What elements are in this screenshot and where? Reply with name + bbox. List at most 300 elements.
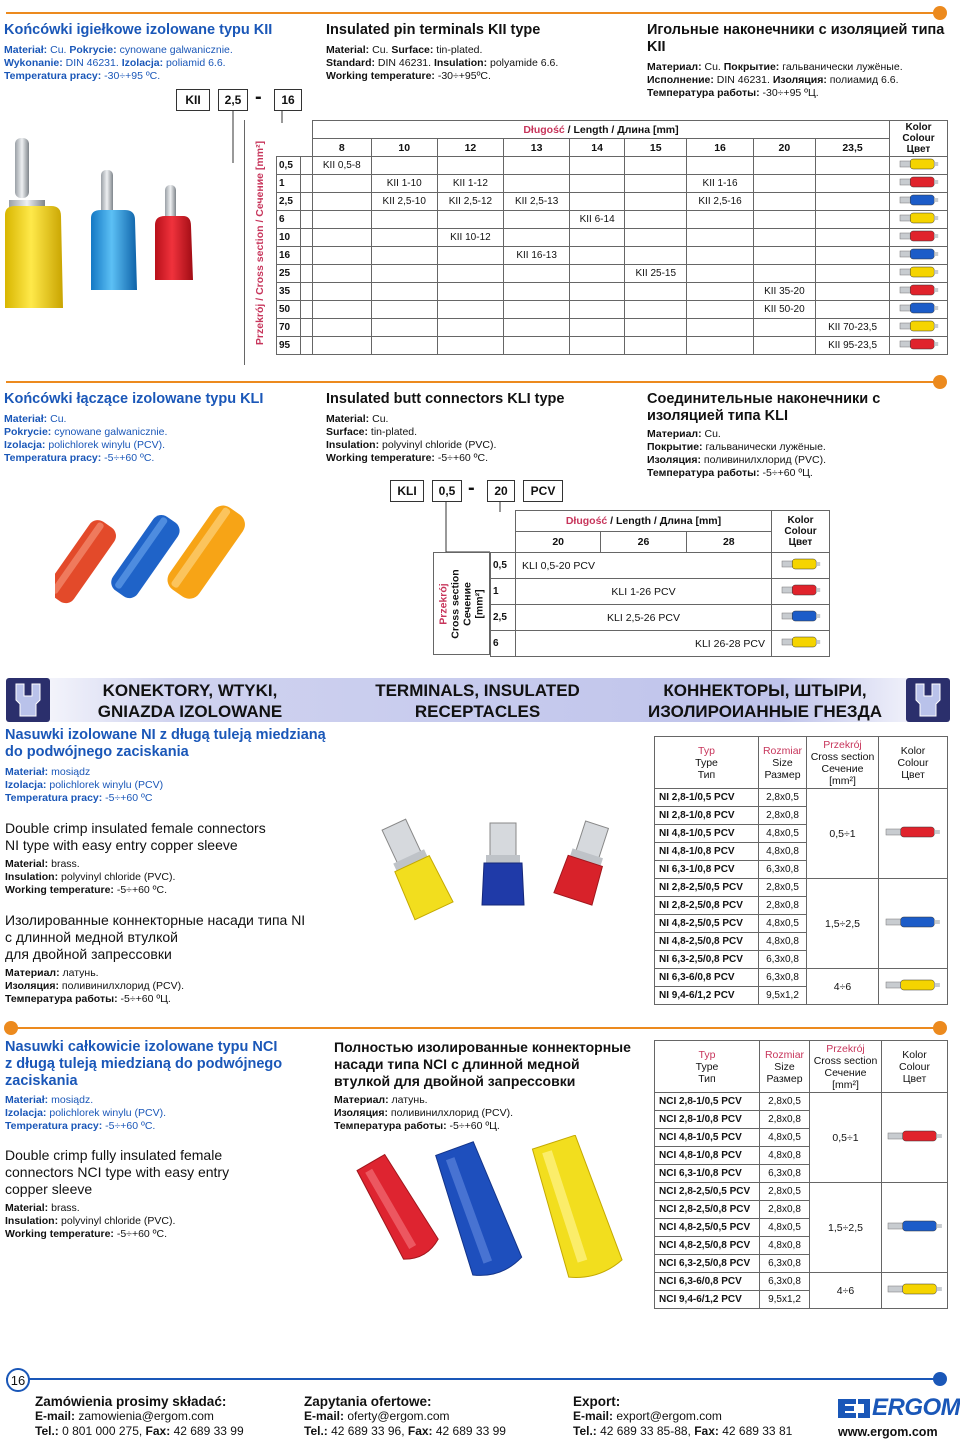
- kii-product-cell: [625, 157, 687, 175]
- kii-length-col: 10: [371, 139, 437, 157]
- kii-product-cell: [371, 319, 437, 337]
- kii-product-cell: [816, 193, 890, 211]
- kli-section-cell: 2,5: [491, 605, 516, 631]
- ni-type-cell: NI 2,8-1/0,8 PCV: [655, 807, 759, 825]
- kii-product-cell: KII 35-20: [753, 283, 815, 301]
- kii-product-cell: [816, 301, 890, 319]
- kii-product-cell: [371, 265, 437, 283]
- nci-pl-line3: Temperatura pracy: -5÷+60 ºC.: [5, 1120, 156, 1132]
- kli-pl-line2: Pokrycie: cynowane galwanicznie.: [4, 426, 168, 438]
- ni-table-row: [655, 789, 948, 807]
- ni-head-colour: Kolor Colour Цвет: [879, 737, 948, 789]
- kli-product-cell: KLI 26-28 PCV: [516, 631, 772, 657]
- kli-table-row: [491, 605, 830, 631]
- banner-ru: КОННЕКТОРЫ, ШТЫРИ, ИЗОЛИРОИАННЫЕ ГНЕЗДА: [648, 681, 882, 721]
- nci-size-cell: 2,8x0,5: [760, 1093, 810, 1111]
- kii-section-cell: 16: [277, 247, 301, 265]
- ni-type-cell: NI 9,4-6/1,2 PCV: [655, 987, 759, 1005]
- ni-pl-line3: Temperatura pracy: -5÷+60 ºC: [5, 792, 153, 804]
- ni-cross-cell: 1,5÷2,5: [807, 879, 879, 969]
- kii-product-cell: [371, 301, 437, 319]
- kii-product-cell: [437, 319, 503, 337]
- kii-pl-title: Końcówki igiełkowe izolowane typu KII: [4, 22, 273, 38]
- kii-en-line3: Working temperature: -30÷+95ºC.: [326, 70, 491, 82]
- kii-product-cell: KII 1-16: [687, 175, 753, 193]
- ni-size-cell: 2,8x0,8: [759, 897, 807, 915]
- ni-en-title: Double crimp insulated female connectors NI type with easy entry copper sleeve: [5, 820, 266, 853]
- kii-pl-line3: Temperatura pracy: -30÷+95 ºC.: [4, 70, 161, 82]
- ni-size-cell: 6,3x0,8: [759, 951, 807, 969]
- red-terminal-swatch: [899, 337, 939, 351]
- ni-en-line3: Working temperature: -5÷+60 ºC.: [5, 884, 168, 896]
- kii-product-cell: KII 1-10: [371, 175, 437, 193]
- kli-en-line3: Insulation: polyvinyl chloride (PVC).: [326, 439, 497, 451]
- kii-table: [276, 120, 948, 355]
- red-terminal-swatch: [899, 229, 939, 243]
- kii-spacer-cell: [301, 175, 313, 193]
- kii-product-cell: [371, 337, 437, 355]
- nci-size-cell: 4,8x0,8: [760, 1147, 810, 1165]
- kii-section-cell: 70: [277, 319, 301, 337]
- kli-en-line1: Material: Cu.: [326, 413, 389, 425]
- red-terminal-swatch: [885, 821, 941, 843]
- kii-length-col: 8: [313, 139, 372, 157]
- kli-colour-cell: [772, 579, 830, 605]
- ni-size-cell: 4,8x0,8: [759, 933, 807, 951]
- ni-en-line2: Insulation: polyvinyl chloride (PVC).: [5, 871, 176, 883]
- blue-terminal-swatch: [885, 911, 941, 933]
- nci-table-row: [655, 1273, 948, 1291]
- kii-section-cell: 2,5: [277, 193, 301, 211]
- kii-product-cell: [504, 301, 570, 319]
- kii-colour-cell: [890, 229, 948, 247]
- kii-product-cell: KII 1-12: [437, 175, 503, 193]
- nci-size-cell: 4,8x0,8: [760, 1237, 810, 1255]
- kli-pl-line4: Temperatura pracy: -5÷+60 ºC.: [4, 452, 155, 464]
- nci-type-cell: NCI 6,3-6/0,8 PCV: [655, 1273, 760, 1291]
- kii-product-cell: [570, 175, 625, 193]
- red-terminal-swatch: [899, 283, 939, 297]
- kii-product-cell: [504, 157, 570, 175]
- kii-table-row: [277, 229, 948, 247]
- nci-head-cross: Przekrój Cross section Сечение [mm²]: [810, 1041, 882, 1093]
- kii-product-cell: [753, 211, 815, 229]
- section-rule-2-dot: [933, 375, 947, 389]
- red-terminal-swatch: [781, 583, 821, 597]
- kli-colour-cell: [772, 553, 830, 579]
- nci-type-cell: NCI 6,3-2,5/0,8 PCV: [655, 1255, 760, 1273]
- nci-en-line3: Working temperature: -5÷+60 ºC.: [5, 1228, 168, 1240]
- kii-product-cell: [437, 157, 503, 175]
- nci-table-row: [655, 1093, 948, 1111]
- kii-product-cell: [625, 193, 687, 211]
- banner-pl: KONEKTORY, WTYKI, GNIAZDA IZOLOWANE: [97, 681, 283, 721]
- kli-product-cell: KLI 1-26 PCV: [516, 579, 772, 605]
- kii-pin-terminals-image: [5, 130, 210, 315]
- kii-spacer-cell: [301, 211, 313, 229]
- nci-ru-line1: Материал: латунь.: [334, 1094, 428, 1106]
- footer-rule: [6, 1378, 946, 1380]
- kii-en-title: Insulated pin terminals KII type: [326, 22, 541, 38]
- ni-type-cell: NI 4,8-1/0,5 PCV: [655, 825, 759, 843]
- footer-export: Export: E-mail: export@ergom.com Tel.: 42 689 33 85-88, Fax: 42 689 33 81: [573, 1394, 793, 1438]
- kli-code-dash: -: [468, 477, 475, 499]
- kii-section-cell: 35: [277, 283, 301, 301]
- kii-table-row: [277, 211, 948, 229]
- kii-product-cell: [313, 211, 372, 229]
- kii-product-cell: [570, 247, 625, 265]
- ni-size-cell: 6,3x0,8: [759, 861, 807, 879]
- nci-head-size: Rozmiar Size Размер: [760, 1041, 810, 1093]
- kii-product-cell: [570, 229, 625, 247]
- kli-cross-label-box: [433, 552, 490, 655]
- kii-product-cell: [313, 193, 372, 211]
- nci-type-cell: NCI 4,8-2,5/0,8 PCV: [655, 1237, 760, 1255]
- nci-size-cell: 9,5x1,2: [760, 1291, 810, 1309]
- kii-product-cell: [371, 211, 437, 229]
- kii-product-cell: [687, 301, 753, 319]
- kii-table-row: [277, 247, 948, 265]
- kii-product-cell: [570, 283, 625, 301]
- red-terminal-swatch: [887, 1125, 943, 1147]
- nci-cross-cell: 1,5÷2,5: [810, 1183, 882, 1273]
- kli-code-material: PCV: [523, 480, 563, 502]
- kii-product-cell: [437, 247, 503, 265]
- section-rule-3-dot: [933, 1021, 947, 1035]
- kii-colour-cell: [890, 211, 948, 229]
- kii-product-cell: [570, 319, 625, 337]
- nci-type-cell: NCI 2,8-2,5/0,5 PCV: [655, 1183, 760, 1201]
- kii-section-cell: 95: [277, 337, 301, 355]
- nci-colour-cell: [882, 1183, 948, 1273]
- kii-ru-line1: Материал: Cu. Покрытие: гальванически лужёные.: [647, 61, 903, 73]
- nci-pl-title: Nasuwki całkowicie izolowane typu NCI z długą tuleją miedzianą do podwójnego zaciskania: [5, 1039, 283, 1089]
- kii-product-cell: [687, 229, 753, 247]
- kli-section-cell: 6: [491, 631, 516, 657]
- kli-table-row: [491, 631, 830, 657]
- kii-table-row: [277, 157, 948, 175]
- kii-section-cell: 50: [277, 301, 301, 319]
- nci-ru-title: Полностью изолированные коннекторные насади типа NCI с длинной медной втулкой для двойной запрессовки: [334, 1039, 631, 1089]
- ni-ru-line2: Изоляция: поливинилхлорид (PCV).: [5, 980, 185, 992]
- kii-product-cell: KII 50-20: [753, 301, 815, 319]
- kii-product-cell: [625, 319, 687, 337]
- footer-inquiries: Zapytania ofertowe: E-mail: oferty@ergom.com Tel.: 42 689 33 96, Fax: 42 689 33 99: [304, 1394, 506, 1438]
- nci-size-cell: 6,3x0,8: [760, 1255, 810, 1273]
- kii-length-col: 16: [687, 139, 753, 157]
- kii-ru-line2: Исполнение: DIN 46231. Изоляция: полиамид 6.6.: [647, 74, 899, 86]
- kii-product-cell: [570, 301, 625, 319]
- kii-product-cell: [313, 319, 372, 337]
- kii-section-cell: 6: [277, 211, 301, 229]
- ni-table-row: [655, 879, 948, 897]
- ni-head-size: Rozmiar Size Размер: [759, 737, 807, 789]
- red-terminal-swatch: [899, 175, 939, 189]
- kli-code-type: KLI: [390, 480, 424, 502]
- kii-pl-line2: Wykonanie: DIN 46231. Izolacja: poliamid 6.6.: [4, 57, 226, 69]
- kli-table-row: [491, 579, 830, 605]
- yellow-terminal-swatch: [899, 211, 939, 225]
- yellow-terminal-swatch: [885, 974, 941, 996]
- nci-table-row: [655, 1183, 948, 1201]
- kii-section-cell: 10: [277, 229, 301, 247]
- yellow-terminal-swatch: [781, 557, 821, 571]
- nci-size-cell: 2,8x0,5: [760, 1183, 810, 1201]
- kli-pl-line1: Materiał: Cu.: [4, 413, 67, 425]
- kii-spacer-cell: [301, 193, 313, 211]
- ni-colour-cell: [879, 969, 948, 1005]
- nci-en-line2: Insulation: polyvinyl chloride (PVC).: [5, 1215, 176, 1227]
- ni-cross-cell: 0,5÷1: [807, 789, 879, 879]
- kii-product-cell: [371, 283, 437, 301]
- kii-colour-cell: [890, 247, 948, 265]
- kii-product-cell: [504, 175, 570, 193]
- kli-colour-header: Kolor Colour Цвет: [772, 511, 830, 553]
- kli-ru-block: [647, 391, 947, 480]
- kii-product-cell: [753, 157, 815, 175]
- top-rule-dot: [933, 6, 947, 20]
- kli-length-col: 26: [601, 532, 686, 553]
- nci-en-title: Double crimp fully insulated female connectors NCI type with easy entry copper sleeve: [5, 1147, 230, 1197]
- ni-ru-line1: Материал: латунь.: [5, 967, 99, 979]
- kii-code-section: 2,5: [218, 89, 248, 111]
- kii-product-cell: [753, 175, 815, 193]
- kii-pl-line1: Materiał: Cu. Pokrycie: cynowane galwanicznie.: [4, 44, 233, 56]
- kii-product-cell: [687, 211, 753, 229]
- kii-product-cell: [371, 247, 437, 265]
- kii-section-cell: 0,5: [277, 157, 301, 175]
- nci-colour-cell: [882, 1273, 948, 1309]
- kii-product-cell: [753, 229, 815, 247]
- kii-ru-block: [647, 22, 947, 100]
- kli-ru-title: Соединительные наконечники с изоляцией типа KLI: [647, 391, 881, 424]
- ni-ru-title: Изолированные коннекторные насади типа NI с длинной медной втулкой для двойной запрессовки: [5, 912, 306, 962]
- ni-size-cell: 2,8x0,8: [759, 807, 807, 825]
- ni-type-cell: NI 2,8-2,5/0,8 PCV: [655, 897, 759, 915]
- kli-section-cell: 0,5: [491, 553, 516, 579]
- kii-cross-label-box: [244, 120, 276, 365]
- kii-product-cell: [504, 265, 570, 283]
- kli-ru-line2: Покрытие: гальванически лужёные.: [647, 441, 826, 453]
- kli-section-cell: 1: [491, 579, 516, 605]
- ni-type-cell: NI 2,8-1/0,5 PCV: [655, 789, 759, 807]
- ni-colour-cell: [879, 789, 948, 879]
- kli-ru-line3: Изоляция: поливинилхлорид (PVC).: [647, 454, 827, 466]
- kii-colour-cell: [890, 175, 948, 193]
- kii-spacer-cell: [301, 157, 313, 175]
- yellow-terminal-swatch: [899, 319, 939, 333]
- kii-code-dash: -: [255, 86, 262, 108]
- kii-length-col: 20: [753, 139, 815, 157]
- kii-product-cell: [687, 337, 753, 355]
- kii-product-cell: [313, 337, 372, 355]
- kii-product-cell: [753, 265, 815, 283]
- kii-product-cell: [687, 265, 753, 283]
- kii-product-cell: [816, 175, 890, 193]
- kii-length-col: 23,5: [816, 139, 890, 157]
- nci-head-colour: Kolor Colour Цвет: [882, 1041, 948, 1093]
- ergom-logo: ERGOM: [836, 1394, 960, 1422]
- ni-pl-line2: Izolacja: polichlorek winylu (PCV): [5, 779, 164, 791]
- kii-table-row: [277, 301, 948, 319]
- kii-product-cell: [816, 265, 890, 283]
- kii-product-cell: [570, 157, 625, 175]
- kli-length-col: 28: [686, 532, 771, 553]
- kii-en-line2: Standard: DIN 46231. Insulation: polyamide 6.6.: [326, 57, 559, 69]
- nci-type-cell: NCI 4,8-1/0,8 PCV: [655, 1147, 760, 1165]
- kli-en-title: Insulated butt connectors KLI type: [326, 391, 565, 407]
- kii-product-cell: [313, 175, 372, 193]
- kii-product-cell: [313, 283, 372, 301]
- kii-colour-cell: [890, 193, 948, 211]
- kii-product-cell: [504, 319, 570, 337]
- kii-product-cell: [625, 337, 687, 355]
- kii-product-cell: [816, 247, 890, 265]
- kii-product-cell: [371, 157, 437, 175]
- kii-product-cell: [313, 265, 372, 283]
- nci-text-block: [5, 1039, 325, 1241]
- blue-terminal-swatch: [887, 1215, 943, 1237]
- kii-product-cell: [437, 211, 503, 229]
- ni-table-row: [655, 969, 948, 987]
- nci-head-type: Typ Type Тип: [655, 1041, 760, 1093]
- kii-product-cell: [816, 283, 890, 301]
- ni-size-cell: 4,8x0,5: [759, 915, 807, 933]
- ni-head-cross: Przekrój Cross section Сечение [mm²]: [807, 737, 879, 789]
- kii-product-cell: [313, 247, 372, 265]
- ni-connectors-image: [380, 815, 630, 925]
- kii-product-cell: KII 25-15: [625, 265, 687, 283]
- kii-en-block: [326, 22, 626, 83]
- page-number: 16: [6, 1368, 30, 1392]
- kii-product-cell: [313, 301, 372, 319]
- nci-table: [654, 1040, 948, 1309]
- kli-table-row: [491, 553, 830, 579]
- yellow-terminal-swatch: [887, 1278, 943, 1300]
- ni-colour-cell: [879, 879, 948, 969]
- kii-length-col: 13: [504, 139, 570, 157]
- kii-product-cell: [753, 247, 815, 265]
- yellow-terminal-swatch: [899, 157, 939, 171]
- kii-spacer-cell: [301, 265, 313, 283]
- kii-product-cell: [625, 301, 687, 319]
- nci-ru-line2: Изоляция: поливинилхлорид (PCV).: [334, 1107, 514, 1119]
- ni-type-cell: NI 6,3-2,5/0,8 PCV: [655, 951, 759, 969]
- kii-colour-cell: [890, 157, 948, 175]
- ergom-logo-icon: [836, 1395, 872, 1421]
- kii-product-cell: [504, 229, 570, 247]
- kii-length-col: 12: [437, 139, 503, 157]
- kii-cross-label: Przekrój / Cross section / Сечение [mm²]: [254, 140, 267, 345]
- nci-size-cell: 6,3x0,8: [760, 1273, 810, 1291]
- kii-product-cell: [504, 211, 570, 229]
- ni-type-cell: NI 4,8-2,5/0,8 PCV: [655, 933, 759, 951]
- blue-terminal-swatch: [899, 301, 939, 315]
- kli-colour-cell: [772, 605, 830, 631]
- kii-product-cell: KII 2,5-10: [371, 193, 437, 211]
- kli-table: [490, 510, 830, 657]
- ni-size-cell: 4,8x0,5: [759, 825, 807, 843]
- kii-product-cell: [625, 211, 687, 229]
- top-rule: [6, 12, 942, 14]
- kii-product-cell: [437, 283, 503, 301]
- kii-section-cell: 1: [277, 175, 301, 193]
- kli-cross-label: Przekrój Cross section Сечение [mm²]: [437, 568, 486, 639]
- kli-product-cell: KLI 2,5-26 PCV: [516, 605, 772, 631]
- kli-pl-line3: Izolacja: polichlorek winylu (PCV).: [4, 439, 166, 451]
- nci-ru-line3: Температура работы: -5÷+60 ºЦ.: [334, 1120, 500, 1132]
- kii-product-cell: [816, 211, 890, 229]
- kii-table-row: [277, 319, 948, 337]
- kli-en-block: [326, 391, 626, 465]
- ni-cross-cell: 4÷6: [807, 969, 879, 1005]
- kli-product-cell: KLI 0,5-20 PCV: [516, 553, 772, 579]
- kli-length-col: 20: [516, 532, 601, 553]
- ni-en-line1: Material: brass.: [5, 858, 80, 870]
- kii-product-cell: KII 2,5-13: [504, 193, 570, 211]
- connector-icon-right: [906, 678, 950, 722]
- ni-pl-line1: Materiał: mosiądz: [5, 766, 91, 778]
- kii-pl-block: [4, 22, 304, 83]
- nci-en-line1: Material: brass.: [5, 1202, 80, 1214]
- kii-product-cell: [687, 283, 753, 301]
- kii-product-cell: [570, 337, 625, 355]
- kii-product-cell: KII 0,5-8: [313, 157, 372, 175]
- kii-product-cell: KII 10-12: [437, 229, 503, 247]
- nci-cross-cell: 4÷6: [810, 1273, 882, 1309]
- kii-product-cell: [437, 337, 503, 355]
- nci-colour-cell: [882, 1093, 948, 1183]
- nci-pl-line2: Izolacja: polichlorek winylu (PCV).: [5, 1107, 167, 1119]
- kli-code-section: 0,5: [432, 480, 462, 502]
- blue-terminal-swatch: [899, 247, 939, 261]
- nci-type-cell: NCI 2,8-2,5/0,8 PCV: [655, 1201, 760, 1219]
- kii-spacer-cell: [301, 229, 313, 247]
- kii-product-cell: [570, 265, 625, 283]
- kii-table-row: [277, 265, 948, 283]
- kli-pl-title: Końcówki łączące izolowane typu KLI: [4, 391, 264, 407]
- yellow-terminal-swatch: [781, 635, 821, 649]
- nci-connectors-image: [355, 1135, 635, 1285]
- kii-ru-title: Игольные наконечники с изоляцией типа KII: [647, 22, 945, 55]
- kli-ru-line4: Температура работы: -5÷+60 ºЦ.: [647, 467, 813, 479]
- kii-product-cell: [504, 337, 570, 355]
- kii-product-cell: [437, 265, 503, 283]
- connector-icon-left: [6, 678, 50, 722]
- website-link[interactable]: www.ergom.com: [838, 1425, 938, 1439]
- kii-spacer-cell: [301, 337, 313, 355]
- kii-product-cell: [687, 157, 753, 175]
- kii-code-type: KII: [176, 89, 210, 111]
- kli-colour-cell: [772, 631, 830, 657]
- ni-table: [654, 736, 948, 1005]
- ni-type-cell: NI 6,3-6/0,8 PCV: [655, 969, 759, 987]
- kii-product-cell: [753, 319, 815, 337]
- footer-orders: Zamówienia prosimy składać: E-mail: zamowienia@ergom.com Tel.: 0 801 000 275, Fax: 42 689 33 99: [35, 1394, 244, 1438]
- kii-table-row: [277, 175, 948, 193]
- kli-pl-block: [4, 391, 304, 465]
- kii-product-cell: [570, 193, 625, 211]
- nci-size-cell: 6,3x0,8: [760, 1165, 810, 1183]
- nci-cross-cell: 0,5÷1: [810, 1093, 882, 1183]
- kii-ru-line3: Температура работы: -30÷+95 ºЦ.: [647, 87, 819, 99]
- kii-product-cell: [437, 301, 503, 319]
- ni-text-block: [5, 727, 350, 1006]
- kii-length-col: 14: [570, 139, 625, 157]
- kii-product-cell: KII 95-23,5: [816, 337, 890, 355]
- kli-butt-connectors-image: [55, 495, 255, 625]
- kii-product-cell: [625, 175, 687, 193]
